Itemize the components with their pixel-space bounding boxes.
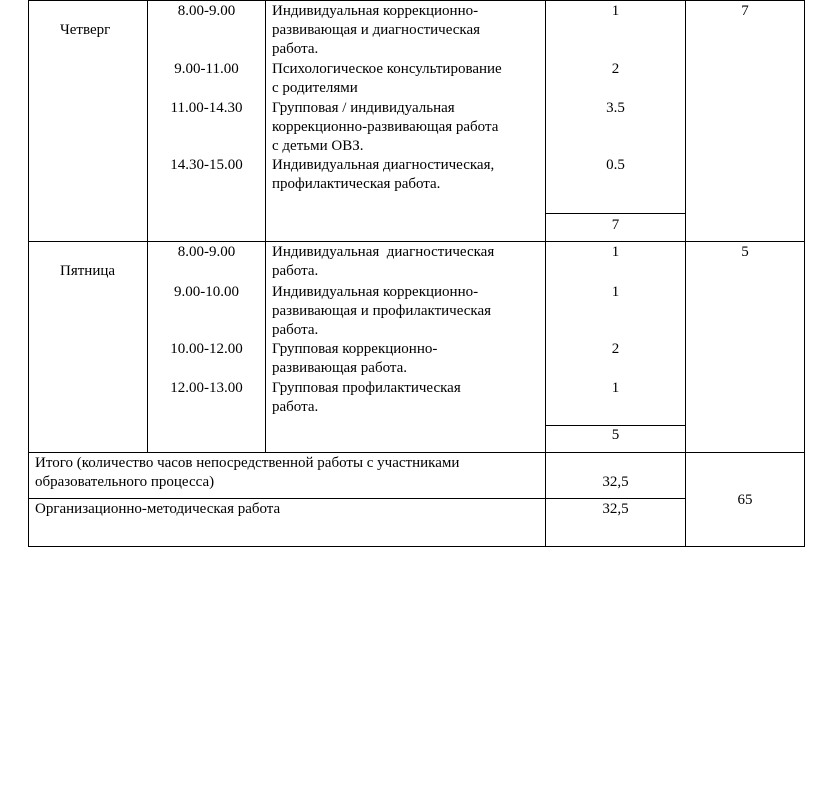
friday-day-total: 5 xyxy=(741,244,749,260)
friday-time-3: 10.00-12.00 xyxy=(170,341,243,357)
friday-day-label: Пятница xyxy=(60,263,116,279)
summary-method-label: Организационно-методическая работа xyxy=(35,501,281,517)
thursday-activity-1-line-2: развивающая и диагностическая xyxy=(272,22,481,38)
table-border-bottom xyxy=(28,546,805,547)
thursday-activity-3-line-2: коррекционно-развивающая работа xyxy=(272,119,499,135)
thursday-activity-2-line-2: с родителями xyxy=(272,80,358,96)
thursday-time-1: 8.00-9.00 xyxy=(177,3,236,19)
thursday-activity-1-line-3: работа. xyxy=(272,41,319,57)
friday-subtotal: 5 xyxy=(611,427,620,443)
friday-activity-4-line-1: Групповая профилактическая xyxy=(272,380,461,396)
thursday-time-4: 14.30-15.00 xyxy=(170,157,243,173)
friday-hours-4: 1 xyxy=(611,380,620,396)
friday-hours-3: 2 xyxy=(611,341,620,357)
friday-row-divider xyxy=(28,452,805,453)
thursday-time-3: 11.00-14.30 xyxy=(170,100,243,116)
thursday-subtotal-divider xyxy=(545,213,685,214)
friday-hours-1: 1 xyxy=(611,244,620,260)
activity-hours-divider xyxy=(545,0,546,547)
friday-activity-2-line-2: развивающая и профилактическая xyxy=(272,303,492,319)
summary-direct-label-line-2: образовательного процесса) xyxy=(35,474,215,490)
summary-grand-total: 65 xyxy=(737,492,753,508)
thursday-activity-3-line-1: Групповая / индивидуальная xyxy=(272,100,455,116)
friday-activity-1-line-2: работа. xyxy=(272,263,319,279)
thursday-activity-1-line-1: Индивидуальная коррекционно- xyxy=(272,3,479,19)
friday-activity-1-line-1: Индивидуальная диагностическая xyxy=(272,244,495,260)
thursday-day-total: 7 xyxy=(741,3,749,19)
friday-hours-2: 1 xyxy=(611,284,620,300)
summary-direct-label-line-1: Итого (количество часов непосредственной работы с участниками xyxy=(35,455,460,471)
friday-activity-4-line-2: работа. xyxy=(272,399,319,415)
friday-activity-3-line-1: Групповая коррекционно- xyxy=(272,341,438,357)
thursday-day-label: Четверг xyxy=(60,22,111,38)
thursday-time-2: 9.00-11.00 xyxy=(174,61,239,77)
thursday-activity-2-line-1: Психологическое консультирование xyxy=(272,61,502,77)
thursday-activity-3-line-3: с детьми ОВЗ. xyxy=(272,138,364,154)
summary-method-hours: 32,5 xyxy=(602,501,629,517)
table-border-left xyxy=(28,0,29,547)
friday-time-2: 9.00-10.00 xyxy=(174,284,239,300)
table-border-right xyxy=(804,0,805,547)
thursday-hours-1: 1 xyxy=(611,3,620,19)
thursday-hours-3: 3.5 xyxy=(606,100,625,116)
thursday-activity-4-line-1: Индивидуальная диагностическая, xyxy=(272,157,495,173)
thursday-hours-2: 2 xyxy=(611,61,620,77)
thursday-hours-4: 0.5 xyxy=(606,157,625,173)
friday-activity-2-line-1: Индивидуальная коррекционно- xyxy=(272,284,479,300)
thursday-row-divider xyxy=(28,241,805,242)
table-border-top xyxy=(28,0,805,1)
hours-total-divider xyxy=(685,0,686,547)
friday-time-1: 8.00-9.00 xyxy=(177,244,236,260)
friday-activity-3-line-2: развивающая работа. xyxy=(272,360,408,376)
thursday-activity-4-line-2: профилактическая работа. xyxy=(272,176,441,192)
time-activity-divider xyxy=(265,0,266,453)
friday-activity-2-line-3: работа. xyxy=(272,322,319,338)
thursday-subtotal: 7 xyxy=(611,217,620,233)
friday-time-4: 12.00-13.00 xyxy=(170,380,243,396)
summary-row-divider xyxy=(28,498,685,499)
summary-direct-hours: 32,5 xyxy=(602,474,629,490)
